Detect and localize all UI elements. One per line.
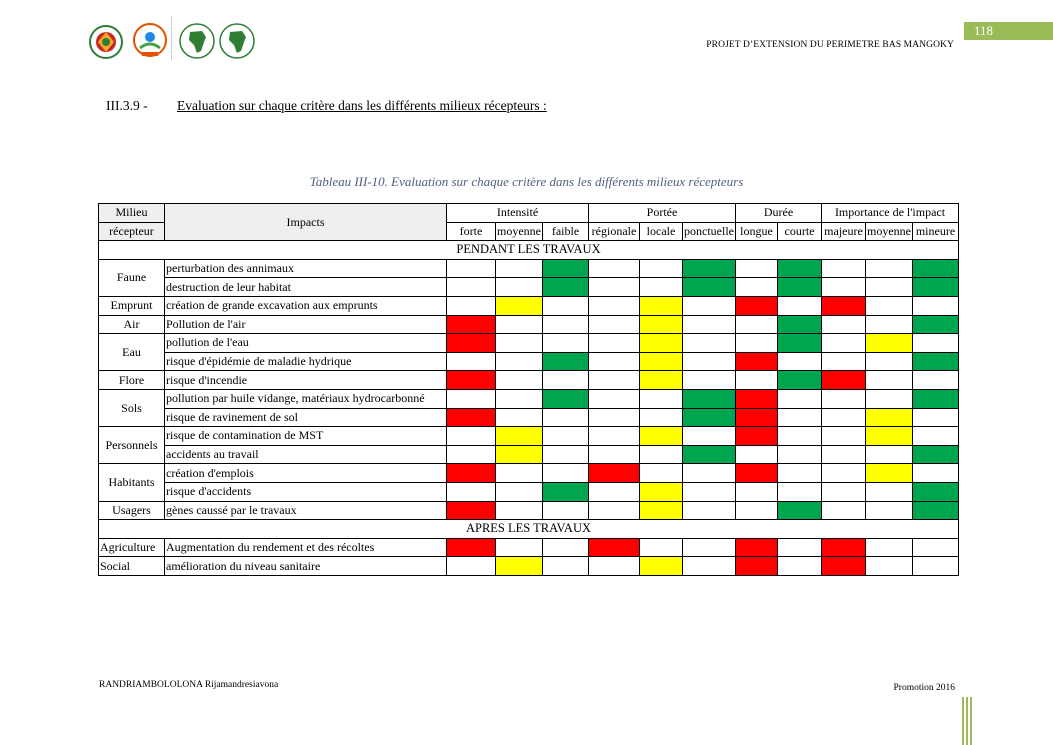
section-title: Evaluation sur chaque critère dans les différents milieux récepteurs : [177, 98, 547, 113]
rating-cell [866, 501, 913, 520]
rating-cell [822, 427, 866, 446]
table-row [99, 408, 959, 427]
sub-header-majeure: majeure [822, 222, 866, 241]
rating-cell [447, 427, 496, 446]
rating-cell [640, 315, 683, 334]
rating-cell [447, 464, 496, 483]
rating-cell [589, 334, 640, 353]
importance-header: Importance de l'impact [822, 204, 959, 223]
rating-cell [496, 389, 543, 408]
rating-cell [778, 315, 822, 334]
rating-cell [866, 408, 913, 427]
rating-cell [589, 296, 640, 315]
rating-cell [683, 371, 736, 390]
rating-cell [866, 389, 913, 408]
rating-cell [640, 259, 683, 278]
rating-cell [496, 296, 543, 315]
footer-decoration [962, 697, 974, 745]
rating-cell [543, 408, 589, 427]
rating-cell [589, 445, 640, 464]
rating-cell [736, 278, 778, 297]
rating-cell [589, 389, 640, 408]
rating-cell [496, 259, 543, 278]
rating-cell [736, 389, 778, 408]
rating-cell [778, 538, 822, 557]
rating-cell [447, 482, 496, 501]
africa-map-logo [178, 22, 216, 60]
rating-cell [736, 296, 778, 315]
table-row [99, 538, 959, 557]
rating-cell [447, 352, 496, 371]
rating-cell [778, 445, 822, 464]
rating-cell [778, 501, 822, 520]
rating-cell [683, 352, 736, 371]
rating-cell [866, 538, 913, 557]
rating-cell [496, 464, 543, 483]
milieu-cell: Usagers [99, 501, 165, 520]
rating-cell [778, 259, 822, 278]
impact-cell: accidents au travail [165, 445, 447, 464]
impact-cell: perturbation des annimaux [165, 259, 447, 278]
rating-cell [736, 408, 778, 427]
intensite-header: Intensité [447, 204, 589, 223]
rating-cell [866, 464, 913, 483]
rating-cell [683, 427, 736, 446]
rating-cell [822, 278, 866, 297]
impact-cell: création de grande excavation aux emprunts [165, 296, 447, 315]
table-row [99, 371, 959, 390]
rating-cell [736, 334, 778, 353]
rating-cell [913, 445, 959, 464]
rating-cell [683, 259, 736, 278]
rating-cell [640, 427, 683, 446]
rating-cell [447, 538, 496, 557]
rating-cell [543, 389, 589, 408]
rating-cell [736, 315, 778, 334]
rating-cell [736, 557, 778, 576]
rating-cell [822, 501, 866, 520]
rating-cell [822, 352, 866, 371]
milieu-header: Milieu [99, 204, 165, 223]
impact-cell: risque de contamination de MST [165, 427, 447, 446]
rating-cell [543, 557, 589, 576]
section-number: III.3.9 - [106, 98, 148, 113]
impact-cell: Pollution de l'air [165, 315, 447, 334]
rating-cell [913, 259, 959, 278]
rating-cell [913, 427, 959, 446]
table-row [99, 352, 959, 371]
rating-cell [543, 259, 589, 278]
project-circle-logo [132, 22, 168, 60]
milieu-cell: Agriculture [99, 538, 165, 557]
table-row [99, 501, 959, 520]
footer-promotion: Promotion 2016 [893, 683, 955, 693]
rating-cell [736, 352, 778, 371]
rating-cell [543, 482, 589, 501]
rating-cell [543, 334, 589, 353]
table-row [99, 315, 959, 334]
rating-cell [496, 557, 543, 576]
rating-cell [913, 315, 959, 334]
rating-cell [778, 334, 822, 353]
header-logos [88, 14, 258, 62]
sub-header-regionale: régionale [589, 222, 640, 241]
rating-cell [543, 315, 589, 334]
rating-cell [543, 296, 589, 315]
rating-cell [496, 482, 543, 501]
impact-cell: risque d'accidents [165, 482, 447, 501]
table-row [99, 278, 959, 297]
sub-header-forte: forte [447, 222, 496, 241]
rating-cell [447, 501, 496, 520]
rating-cell [736, 427, 778, 446]
duree-header: Durée [736, 204, 822, 223]
table-row [99, 464, 959, 483]
footer-author: RANDRIAMBOLOLONA Rijamandresiavona [99, 680, 279, 690]
rating-cell [866, 371, 913, 390]
rating-cell [640, 352, 683, 371]
rating-cell [683, 482, 736, 501]
rating-cell [736, 482, 778, 501]
rating-cell [822, 538, 866, 557]
impact-cell: pollution par huile vidange, matériaux hydrocarbonné [165, 389, 447, 408]
milieu-cell: Flore [99, 371, 165, 390]
milieu-cell: Emprunt [99, 296, 165, 315]
rating-cell [778, 464, 822, 483]
rating-cell [496, 445, 543, 464]
sub-header-longue: longue [736, 222, 778, 241]
impact-cell: pollution de l'eau [165, 334, 447, 353]
rating-cell [496, 352, 543, 371]
rating-cell [822, 445, 866, 464]
rating-cell [589, 538, 640, 557]
rating-cell [866, 427, 913, 446]
sub-header-moyenne: moyenne [496, 222, 543, 241]
rating-cell [866, 315, 913, 334]
ministry-seal-logo [88, 24, 124, 60]
rating-cell [640, 464, 683, 483]
rating-cell [866, 352, 913, 371]
rating-cell [736, 464, 778, 483]
rating-cell [866, 278, 913, 297]
rating-cell [543, 352, 589, 371]
rating-cell [913, 482, 959, 501]
rating-cell [822, 408, 866, 427]
rating-cell [778, 389, 822, 408]
rating-cell [778, 482, 822, 501]
rating-cell [640, 408, 683, 427]
milieu-cell: Sols [99, 389, 165, 426]
table-caption: Tableau III-10. Evaluation sur chaque critère dans les différents milieux récepteurs [309, 174, 744, 189]
table-row [99, 259, 959, 278]
rating-cell [447, 315, 496, 334]
rating-cell [683, 315, 736, 334]
rating-cell [589, 352, 640, 371]
milieu-header-line2: récepteur [99, 222, 165, 241]
table-row [99, 482, 959, 501]
impact-cell: risque d'incendie [165, 371, 447, 390]
rating-cell [866, 482, 913, 501]
milieu-cell: Social [99, 557, 165, 576]
rating-cell [683, 408, 736, 427]
rating-cell [683, 538, 736, 557]
rating-cell [496, 408, 543, 427]
rating-cell [683, 389, 736, 408]
rating-cell [913, 334, 959, 353]
rating-cell [589, 427, 640, 446]
rating-cell [640, 371, 683, 390]
sub-header-mineure: mineure [913, 222, 959, 241]
rating-cell [543, 501, 589, 520]
rating-cell [496, 538, 543, 557]
table-row [99, 296, 959, 315]
impact-cell: Augmentation du rendement et des récoltes [165, 538, 447, 557]
section-band: PENDANT LES TRAVAUX [99, 241, 959, 260]
rating-cell [683, 464, 736, 483]
rating-cell [736, 501, 778, 520]
rating-cell [736, 538, 778, 557]
milieu-cell: Eau [99, 334, 165, 371]
portee-header: Portée [589, 204, 736, 223]
rating-cell [447, 278, 496, 297]
sub-header-locale: locale [640, 222, 683, 241]
rating-cell [447, 408, 496, 427]
rating-cell [640, 334, 683, 353]
rating-cell [913, 557, 959, 576]
rating-cell [822, 464, 866, 483]
logo-divider [171, 16, 172, 60]
rating-cell [496, 427, 543, 446]
rating-cell [913, 538, 959, 557]
rating-cell [640, 296, 683, 315]
section-heading [106, 98, 547, 114]
rating-cell [640, 557, 683, 576]
rating-cell [447, 445, 496, 464]
rating-cell [866, 259, 913, 278]
rating-cell [778, 371, 822, 390]
rating-cell [778, 427, 822, 446]
rating-cell [589, 371, 640, 390]
rating-cell [683, 501, 736, 520]
milieu-cell: Air [99, 315, 165, 334]
rating-cell [822, 259, 866, 278]
rating-cell [736, 259, 778, 278]
rating-cell [866, 445, 913, 464]
impact-cell: amélioration du niveau sanitaire [165, 557, 447, 576]
rating-cell [866, 557, 913, 576]
rating-cell [736, 445, 778, 464]
page-number: 118 [964, 22, 1053, 40]
rating-cell [447, 371, 496, 390]
rating-cell [822, 315, 866, 334]
milieu-cell: Habitants [99, 464, 165, 501]
rating-cell [589, 315, 640, 334]
sub-header-moyenne-importance: moyenne [866, 222, 913, 241]
rating-cell [683, 334, 736, 353]
rating-cell [589, 259, 640, 278]
rating-cell [447, 557, 496, 576]
rating-cell [822, 482, 866, 501]
rating-cell [447, 259, 496, 278]
rating-cell [640, 278, 683, 297]
table-row [99, 389, 959, 408]
rating-cell [822, 371, 866, 390]
rating-cell [640, 538, 683, 557]
rating-cell [589, 278, 640, 297]
rating-cell [589, 501, 640, 520]
rating-cell [683, 296, 736, 315]
rating-cell [913, 296, 959, 315]
table-row [99, 557, 959, 576]
impact-cell: gènes caussé par le travaux [165, 501, 447, 520]
rating-cell [822, 389, 866, 408]
rating-cell [822, 334, 866, 353]
table-row [99, 445, 959, 464]
rating-cell [543, 464, 589, 483]
impact-cell: destruction de leur habitat [165, 278, 447, 297]
table-row [99, 334, 959, 353]
rating-cell [778, 296, 822, 315]
impacts-header: Impacts [165, 204, 447, 241]
rating-cell [736, 371, 778, 390]
rating-cell [640, 501, 683, 520]
africa-map-logo [218, 22, 256, 60]
milieu-cell: Personnels [99, 427, 165, 464]
rating-cell [913, 352, 959, 371]
rating-cell [640, 482, 683, 501]
rating-cell [447, 389, 496, 408]
rating-cell [589, 464, 640, 483]
rating-cell [496, 278, 543, 297]
rating-cell [778, 352, 822, 371]
rating-cell [496, 334, 543, 353]
rating-cell [543, 445, 589, 464]
rating-cell [778, 557, 822, 576]
rating-cell [683, 557, 736, 576]
rating-cell [866, 296, 913, 315]
rating-cell [913, 464, 959, 483]
evaluation-table [98, 203, 959, 576]
impact-cell: risque d'épidémie de maladie hydrique [165, 352, 447, 371]
rating-cell [496, 501, 543, 520]
rating-cell [447, 296, 496, 315]
rating-cell [822, 557, 866, 576]
sub-header-courte: courte [778, 222, 822, 241]
impact-cell: création d'emplois [165, 464, 447, 483]
rating-cell [778, 408, 822, 427]
rating-cell [683, 278, 736, 297]
sub-header-ponctuelle: ponctuelle [683, 222, 736, 241]
rating-cell [589, 408, 640, 427]
rating-cell [640, 389, 683, 408]
table-row [99, 427, 959, 446]
running-header: PROJET D’EXTENSION DU PERIMETRE BAS MANGOKY [706, 40, 954, 50]
milieu-cell: Faune [99, 259, 165, 296]
rating-cell [496, 371, 543, 390]
rating-cell [640, 445, 683, 464]
rating-cell [866, 334, 913, 353]
rating-cell [543, 278, 589, 297]
rating-cell [913, 278, 959, 297]
rating-cell [496, 315, 543, 334]
rating-cell [913, 408, 959, 427]
impact-cell: risque de ravinement de sol [165, 408, 447, 427]
rating-cell [778, 278, 822, 297]
rating-cell [589, 482, 640, 501]
rating-cell [913, 389, 959, 408]
rating-cell [589, 557, 640, 576]
sub-header-faible: faible [543, 222, 589, 241]
section-band: APRES LES TRAVAUX [99, 520, 959, 539]
rating-cell [822, 296, 866, 315]
rating-cell [447, 334, 496, 353]
rating-cell [543, 538, 589, 557]
rating-cell [543, 371, 589, 390]
rating-cell [913, 371, 959, 390]
rating-cell [913, 501, 959, 520]
rating-cell [683, 445, 736, 464]
rating-cell [543, 427, 589, 446]
